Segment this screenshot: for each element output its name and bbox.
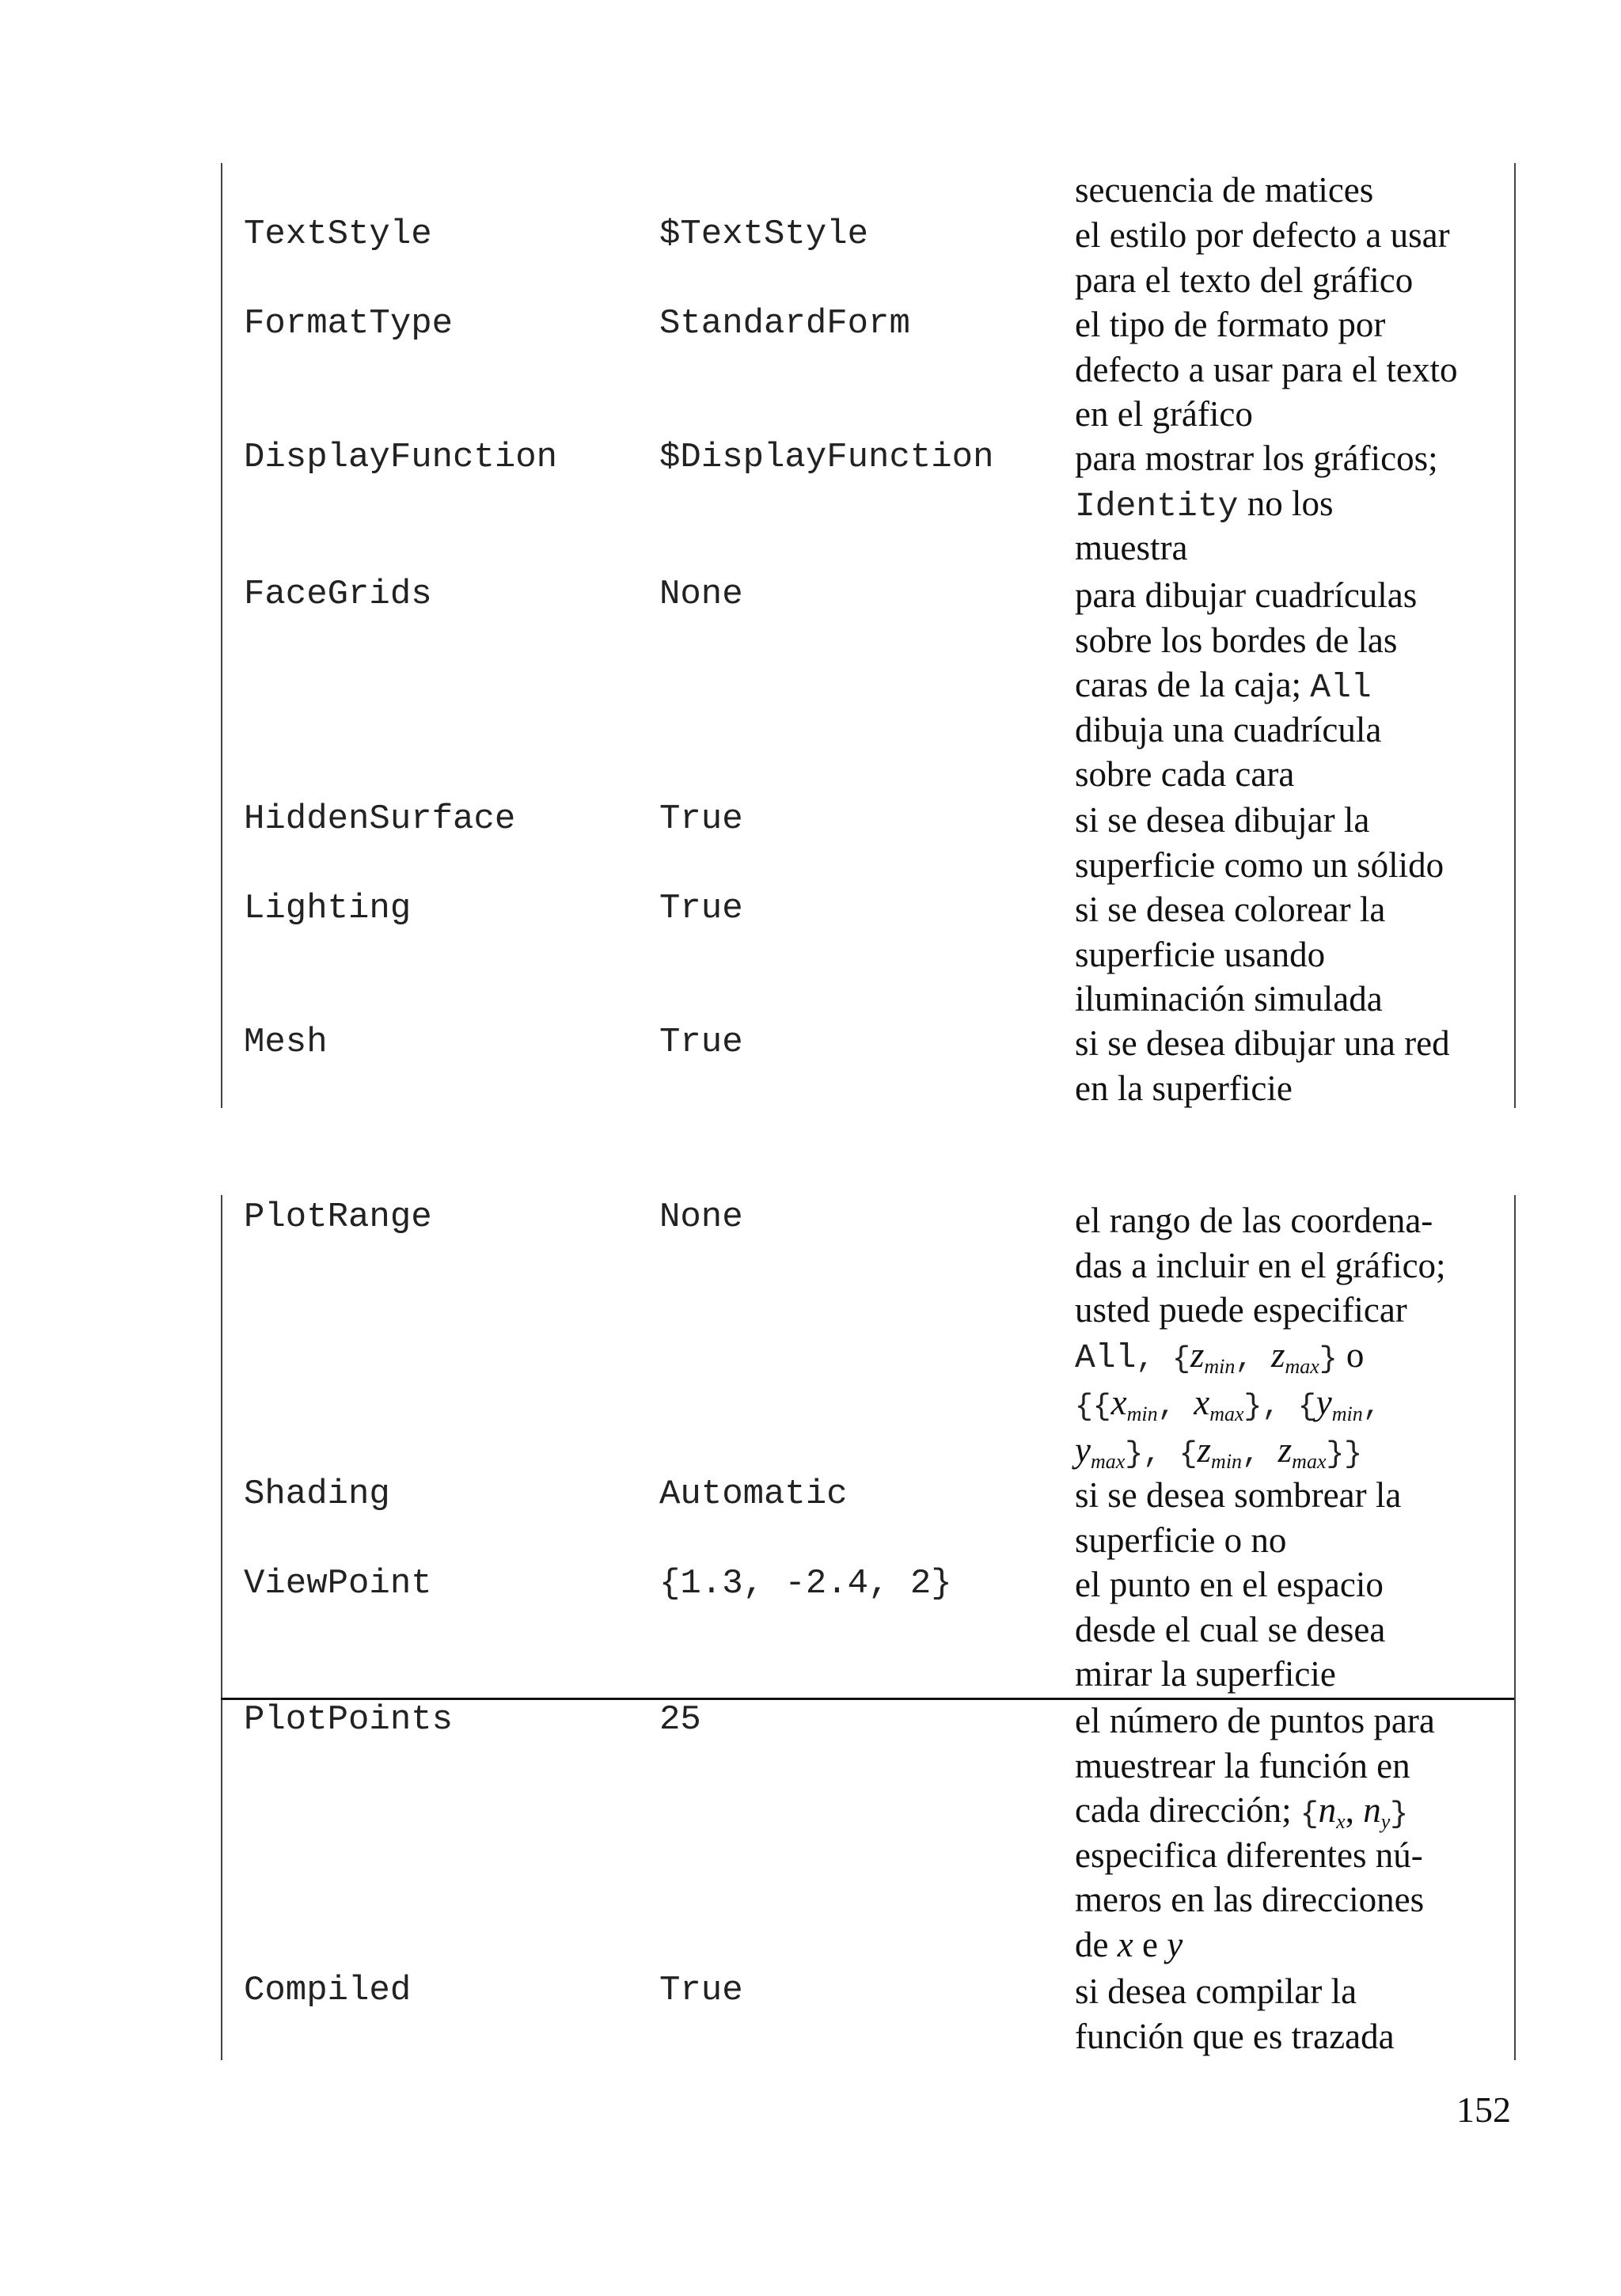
option-name: DisplayFunction — [244, 438, 558, 477]
option-default: Automatic — [659, 1474, 848, 1514]
page-number: 152 — [1456, 2089, 1511, 2130]
option-name: HiddenSurface — [244, 799, 516, 839]
option-name: FormatType — [244, 304, 454, 343]
option-name: PlotPoints — [244, 1700, 454, 1740]
option-default: StandardForm — [659, 304, 910, 343]
table-section-divider — [221, 1698, 1514, 1700]
option-default: $TextStyle — [659, 214, 869, 254]
option-description: si desea compilar la función que es trazada — [1075, 1972, 1395, 2056]
option-default: $DisplayFunction — [659, 438, 994, 477]
option-description: el número de puntos para muestrear la función en cada dirección; {$n_x$, $n_y$} especifica diferentes nú- meros en las direcciones de x e y — [1075, 1701, 1435, 1964]
option-name: Shading — [244, 1474, 390, 1514]
option-description: para mostrar los gráficos; Identity no los muestra — [1075, 438, 1438, 567]
option-default: True — [659, 1971, 743, 2010]
option-default: 25 — [659, 1700, 701, 1740]
option-default: None — [659, 575, 743, 614]
option-name: Compiled — [244, 1971, 412, 2010]
option-description: el estilo por defecto a usar para el texto del gráfico — [1075, 215, 1450, 300]
option-default: {1.3, -2.4, 2} — [659, 1564, 952, 1603]
options-table-upper — [221, 163, 1516, 1108]
option-name: TextStyle — [244, 214, 432, 254]
option-description: el punto en el espacio desde el cual se desea mirar la superficie — [1075, 1565, 1386, 1694]
code-identity: Identity — [1075, 486, 1239, 526]
option-description: el tipo de formato por defecto a usar para el texto en el gráfico — [1075, 305, 1458, 434]
option-default: True — [659, 799, 743, 839]
code-all: All — [1310, 668, 1372, 707]
option-name: ViewPoint — [244, 1564, 432, 1603]
option-description: si se desea sombrear la superficie o no — [1075, 1475, 1402, 1560]
option-default: True — [659, 889, 743, 928]
option-description: si se desea dibujar una red en la superficie — [1075, 1023, 1450, 1108]
option-description: para dibujar cuadrículas sobre los bordes de las caras de la caja; All dibuja una cuadrícula sobre cada cara — [1075, 575, 1418, 794]
code-all: All — [1075, 1338, 1137, 1377]
option-description: si se desea dibujar la superficie como un sólido — [1075, 800, 1444, 885]
option-name: FaceGrids — [244, 575, 432, 614]
option-description: si se desea colorear la superficie usando iluminación simulada — [1075, 890, 1386, 1019]
description-continuation: secuencia de matices — [1075, 170, 1374, 210]
option-description: el rango de las coordena- das a incluir en el gráfico; usted puede especificar All, {$z_{min}$, $z_{max}$} o {{$x_{min}$, $x_{max}$}, {$y_{min}$, $y_{max}$}, {$z_{min}$, $z_{max}$}} — [1075, 1201, 1446, 1473]
option-name: Lighting — [244, 889, 412, 928]
option-default: True — [659, 1023, 743, 1062]
option-default: None — [659, 1197, 743, 1237]
option-name: Mesh — [244, 1023, 328, 1062]
options-table-lower — [221, 1195, 1516, 2060]
option-name: PlotRange — [244, 1197, 432, 1237]
